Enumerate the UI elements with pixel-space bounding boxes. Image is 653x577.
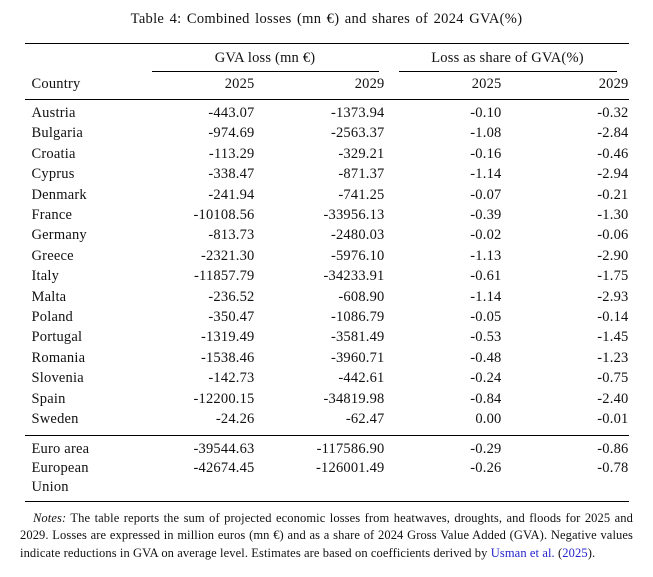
value-cell: -2321.30	[200, 247, 255, 264]
value-cell: -0.06	[597, 227, 629, 244]
country-cell	[25, 348, 155, 368]
value-cell: -0.84	[470, 390, 502, 407]
value-cell: -1.75	[597, 268, 629, 285]
group-header-spacer	[25, 44, 155, 73]
country-cell	[25, 435, 155, 459]
value-cell: -34233.91	[323, 268, 385, 285]
year-header-gva-2029: 2029	[255, 72, 385, 100]
table-row	[25, 307, 629, 327]
value-cell: -1.13	[470, 247, 502, 264]
value-cell: 0.00	[475, 411, 502, 428]
country-label: Sweden	[31, 411, 79, 428]
value-cell: -0.61	[470, 268, 502, 285]
table-row	[25, 123, 629, 143]
value-cell: -2.40	[597, 390, 629, 407]
value-cell: -236.52	[208, 288, 255, 305]
value-cell: -1086.79	[330, 309, 385, 326]
value-cell: -0.39	[470, 207, 502, 224]
country-cell	[25, 307, 155, 327]
value-cell: -1319.49	[200, 329, 255, 346]
value-cell: -2.94	[597, 166, 629, 183]
value-cell: -0.01	[597, 411, 629, 428]
year-header-share-2029: 2029	[502, 72, 629, 100]
country-label: Greece	[31, 247, 74, 264]
citation-year-link[interactable]: 2025	[562, 545, 588, 560]
table-row	[25, 164, 629, 184]
value-cell: -813.73	[208, 227, 255, 244]
value-cell: -0.53	[470, 329, 502, 346]
year-header-share-2025: 2025	[385, 72, 502, 100]
country-cell	[25, 389, 155, 409]
country-label: Spain	[31, 390, 66, 407]
table-row	[25, 459, 629, 502]
value-cell: -0.24	[470, 370, 502, 387]
country-cell	[25, 266, 155, 286]
value-cell: -608.90	[338, 288, 385, 305]
value-cell: -0.86	[502, 435, 629, 459]
value-cell: -0.46	[597, 145, 629, 162]
table-row	[25, 144, 629, 164]
value-cell: -2.90	[597, 247, 629, 264]
value-cell: -12200.15	[193, 390, 255, 407]
value-cell: -142.73	[208, 370, 255, 387]
country-label: Germany	[31, 227, 87, 244]
value-cell: -1.30	[597, 207, 629, 224]
country-label: Italy	[31, 268, 60, 285]
table-row	[25, 435, 629, 459]
country-cell	[25, 327, 155, 347]
value-cell: -0.10	[470, 105, 502, 121]
value-cell: -1.14	[470, 166, 502, 183]
value-cell: -33956.13	[323, 207, 385, 224]
value-cell: -0.29	[385, 435, 502, 459]
table-notes	[20, 510, 633, 563]
country-label: Denmark	[31, 186, 87, 203]
value-cell: -0.75	[597, 370, 629, 387]
table-row	[25, 266, 629, 286]
country-cell	[25, 164, 155, 184]
value-cell: -0.02	[470, 227, 502, 244]
value-cell: -0.48	[470, 349, 502, 366]
country-column-header: Country	[25, 72, 155, 100]
country-cell	[25, 144, 155, 164]
country-cell	[25, 123, 155, 143]
notes-label: Notes:	[33, 510, 67, 525]
country-label: Euro area	[31, 440, 90, 457]
citation-paren-close: ).	[587, 545, 596, 560]
losses-table	[25, 43, 629, 502]
value-cell: -1.14	[470, 288, 502, 305]
table-row	[25, 389, 629, 409]
country-cell	[25, 100, 155, 124]
value-cell: -1373.94	[330, 105, 385, 121]
table-row	[25, 100, 629, 124]
country-label: France	[31, 207, 73, 224]
country-label: Croatia	[31, 145, 76, 162]
value-cell: -3960.71	[330, 349, 385, 366]
value-cell: -241.94	[208, 186, 255, 203]
citation-link[interactable]: Usman et al.	[490, 545, 555, 560]
country-label: Bulgaria	[31, 125, 84, 142]
value-cell: -2480.03	[330, 227, 385, 244]
value-cell: -0.32	[597, 105, 629, 121]
country-label: Portugal	[31, 329, 83, 346]
value-cell: -2.84	[597, 125, 629, 142]
value-cell: -974.69	[208, 125, 255, 142]
year-header-gva-2025: 2025	[155, 72, 255, 100]
country-label: Poland	[31, 309, 73, 326]
value-cell: -1538.46	[200, 349, 255, 366]
value-cell: -0.78	[597, 459, 629, 476]
country-cell	[25, 409, 155, 435]
table-row	[25, 409, 629, 435]
value-cell: -39544.63	[155, 435, 255, 459]
value-cell: -62.47	[345, 411, 385, 428]
value-cell: -1.08	[470, 125, 502, 142]
group-header-row	[25, 44, 629, 73]
country-cell	[25, 205, 155, 225]
value-cell: -329.21	[338, 145, 385, 162]
country-cell	[25, 287, 155, 307]
group-header-share-label: Loss as share of GVA(%)	[399, 50, 617, 72]
country-label: Romania	[31, 349, 86, 366]
country-label: Cyprus	[31, 166, 75, 183]
value-cell: -2.93	[597, 288, 629, 305]
aggregate-rows	[25, 435, 629, 501]
table-title: Table 4: Combined losses (mn €) and shares of 2024 GVA(%)	[130, 11, 523, 27]
country-cell	[25, 368, 155, 388]
table-row	[25, 205, 629, 225]
table-row	[25, 225, 629, 245]
country-cell	[25, 246, 155, 266]
notes-body: The table reports the sum of projected economic losses from heatwaves, droughts, and floods for 2025 and 2029. Losses are expressed in million euros (mn €) and as a share of 2024 Gross Value Added (GVA). Negative values indicate reductions in GVA on average level. Estimates are based on coefficients derived by	[20, 510, 633, 560]
country-label: Malta	[31, 288, 67, 305]
column-header-row	[25, 72, 629, 100]
country-cell	[25, 185, 155, 205]
value-cell: -3581.49	[330, 329, 385, 346]
table-row	[25, 327, 629, 347]
value-cell: -338.47	[208, 166, 255, 183]
group-header-gva-loss-label: GVA loss (mn €)	[152, 50, 379, 72]
value-cell: -871.37	[338, 166, 385, 183]
table-row	[25, 185, 629, 205]
value-cell: -0.05	[470, 309, 502, 326]
value-cell: -1.23	[597, 349, 629, 366]
group-header-share	[385, 44, 629, 73]
value-cell: -126001.49	[316, 459, 385, 476]
country-label: Slovenia	[31, 370, 84, 387]
value-cell: -350.47	[208, 309, 255, 326]
value-cell: -24.26	[215, 411, 255, 428]
table-row	[25, 287, 629, 307]
group-header-gva-loss	[155, 44, 385, 73]
value-cell: -11857.79	[194, 268, 255, 285]
value-cell: -0.21	[597, 186, 629, 203]
country-rows	[25, 100, 629, 436]
country-label: Austria	[31, 105, 76, 121]
value-cell: -0.16	[470, 145, 502, 162]
value-cell: -113.29	[208, 145, 255, 162]
value-cell: -0.07	[470, 186, 502, 203]
value-cell: -117586.90	[255, 435, 385, 459]
value-cell: -34819.98	[323, 390, 385, 407]
value-cell: -741.25	[338, 186, 385, 203]
table-row	[25, 246, 629, 266]
value-cell: -443.07	[208, 105, 255, 121]
table-row	[25, 368, 629, 388]
value-cell: -2563.37	[330, 125, 385, 142]
value-cell: -0.26	[470, 459, 502, 476]
value-cell: -10108.56	[193, 207, 255, 224]
value-cell: -42674.45	[193, 459, 255, 476]
value-cell: -1.45	[597, 329, 629, 346]
country-label: European Union	[31, 459, 89, 495]
country-cell	[25, 459, 155, 502]
value-cell: -5976.10	[330, 247, 385, 264]
table-row	[25, 348, 629, 368]
value-cell: -442.61	[338, 370, 385, 387]
citation-paren-open: (	[554, 545, 563, 560]
value-cell: -0.14	[597, 309, 629, 326]
country-cell	[25, 225, 155, 245]
